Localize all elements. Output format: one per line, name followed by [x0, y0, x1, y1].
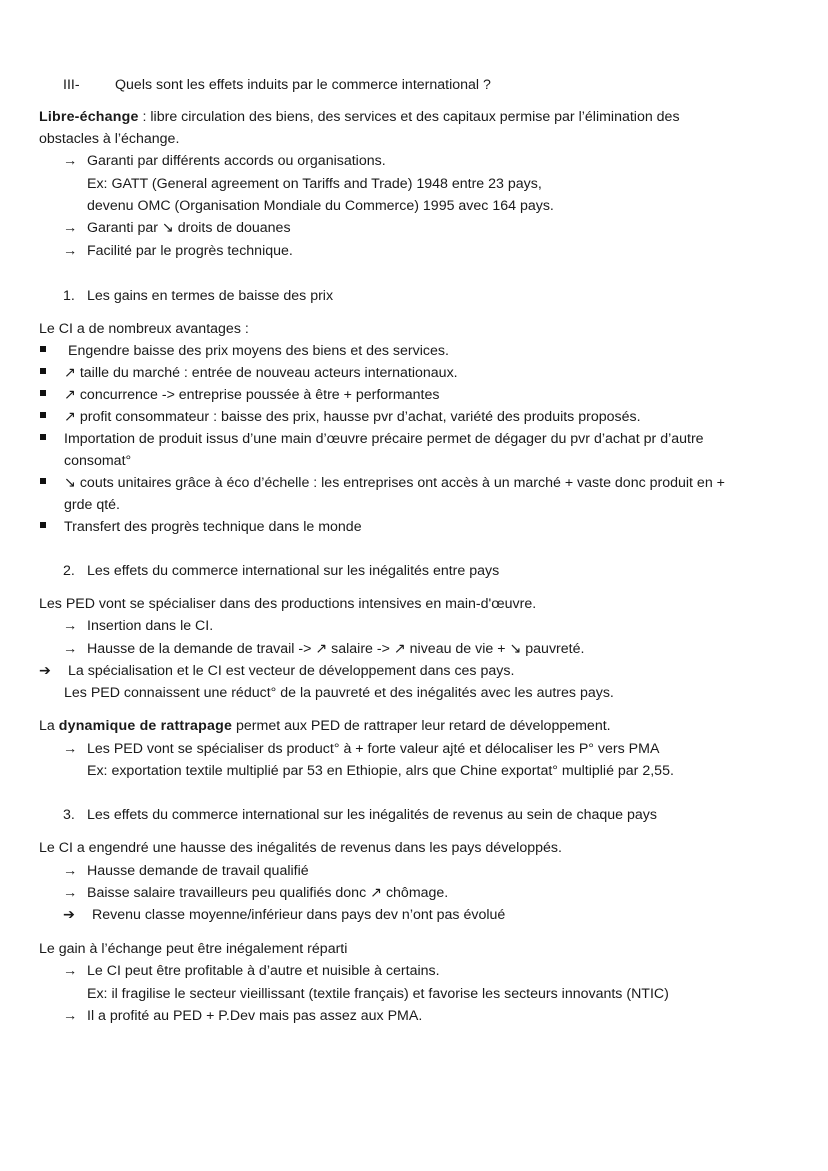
conclusion-item: ➔ La spécialisation et le CI est vecteur de développement dans ces pays. [39, 663, 515, 679]
bullet-icon [40, 478, 46, 484]
subsection-heading: 1. Les gains en termes de baisse des prix [63, 288, 334, 304]
list-item: → Les PED vont se spécialiser ds product° à + forte valeur ajté et délocaliser les P° vers PMA [63, 741, 660, 757]
definition-text: : libre circulation des biens, des services et des capitaux permise par l’élimination des [138, 109, 680, 125]
subsection-heading: 3. Les effets du commerce international sur les inégalités de revenus au sein de chaque pays [63, 807, 657, 823]
conclusion-item: ➔ Revenu classe moyenne/inférieur dans pays dev n’ont pas évolué [63, 907, 506, 923]
key-term: dynamique de rattrapage [58, 718, 233, 734]
list-item: → Facilité par le progrès technique. [63, 243, 293, 259]
list-item: → Le CI peut être profitable à d’autre et nuisible à certains. [63, 963, 440, 979]
list-item: → Insertion dans le CI. [63, 618, 214, 634]
subsection-heading: 2. Les effets du commerce international sur les inégalités entre pays [63, 563, 500, 579]
bullet-item: ↗ taille du marché : entrée de nouveau acteurs internationaux. [64, 365, 458, 381]
paragraph-text: La dynamique de rattrapage permet aux PED de rattraper leur retard de développement. [39, 718, 611, 734]
definition-line [39, 108, 680, 126]
bullet-icon [40, 434, 46, 440]
arrow-icon: → [63, 153, 78, 169]
arrow-icon: → [63, 243, 78, 259]
example-text: Ex: exportation textile multiplié par 53 en Ethiopie, alrs que Chine exportat° multiplié par 2,55. [87, 763, 674, 779]
list-item: → Hausse de la demande de travail -> ↗ salaire -> ↗ niveau de vie + ↘ pauvreté. [63, 641, 585, 657]
paragraph-text: Le gain à l’échange peut être inégalement réparti [39, 941, 348, 957]
list-item: → Baisse salaire travailleurs peu qualifiés donc ↗ chômage. [63, 885, 449, 901]
definition-term: Libre-échange [39, 109, 139, 125]
definition-continuation: obstacles à l’échange. [39, 131, 180, 147]
list-item: → Il a profité au PED + P.Dev mais pas assez aux PMA. [63, 1008, 423, 1024]
bullet-icon [40, 368, 46, 374]
bullet-continuation: consomat° [64, 453, 132, 469]
example-text: devenu OMC (Organisation Mondiale du Commerce) 1995 avec 164 pays. [87, 198, 554, 214]
arrow-icon: → [63, 885, 78, 901]
paragraph-text: Les PED vont se spécialiser dans des productions intensives en main-d'œuvre. [39, 596, 537, 612]
arrow-icon: → [63, 863, 78, 879]
bullet-item: ↘ couts unitaires grâce à éco d’échelle : les entreprises ont accès à un marché + vaste donc produit en + [64, 475, 725, 491]
section-number: III- [63, 77, 80, 93]
bold-arrow-icon: ➔ [63, 907, 75, 923]
bullet-icon [40, 412, 46, 418]
list-item: → Hausse demande de travail qualifié [63, 863, 309, 879]
paragraph-text: Le CI a engendré une hausse des inégalités de revenus dans les pays développés. [39, 840, 562, 856]
bullet-item: ↗ profit consommateur : baisse des prix, hausse pvr d’achat, variété des produits proposés. [64, 409, 641, 425]
example-text: Ex: GATT (General agreement on Tariffs and Trade) 1948 entre 23 pays, [87, 176, 542, 192]
arrow-icon: → [63, 741, 78, 757]
subsection-number: 2. [63, 563, 75, 579]
section-title [63, 76, 491, 94]
bullet-icon [40, 390, 46, 396]
section-title-text: Quels sont les effets induits par le commerce international ? [115, 77, 491, 93]
arrow-icon: → [63, 963, 78, 979]
arrow-icon: → [63, 1008, 78, 1024]
bullet-item: Transfert des progrès technique dans le monde [64, 519, 362, 535]
arrow-icon: → [63, 220, 78, 236]
conclusion-continuation: Les PED connaissent une réduct° de la pauvreté et des inégalités avec les autres pays. [64, 685, 614, 701]
bullet-item: ↗ concurrence -> entreprise poussée à être + performantes [64, 387, 440, 403]
bullet-continuation: grde qté. [64, 497, 121, 513]
paragraph-text: Le CI a de nombreux avantages : [39, 321, 249, 337]
subsection-number: 1. [63, 288, 75, 304]
example-text: Ex: il fragilise le secteur vieillissant (textile français) et favorise les secteurs innovants (NTIC) [87, 986, 669, 1002]
subsection-number: 3. [63, 807, 75, 823]
arrow-icon: → [63, 618, 78, 634]
bullet-item: Engendre baisse des prix moyens des biens et des services. [68, 343, 449, 359]
bullet-icon [40, 346, 46, 352]
bullet-icon [40, 522, 46, 528]
bold-arrow-icon: ➔ [39, 663, 51, 679]
bullet-item: Importation de produit issus d’une main d’œuvre précaire permet de dégager du pvr d’achat pr d’autre [64, 431, 704, 447]
list-item: → Garanti par ↘ droits de douanes [63, 220, 291, 236]
arrow-icon: → [63, 641, 78, 657]
list-item: → Garanti par différents accords ou organisations. [63, 153, 386, 169]
